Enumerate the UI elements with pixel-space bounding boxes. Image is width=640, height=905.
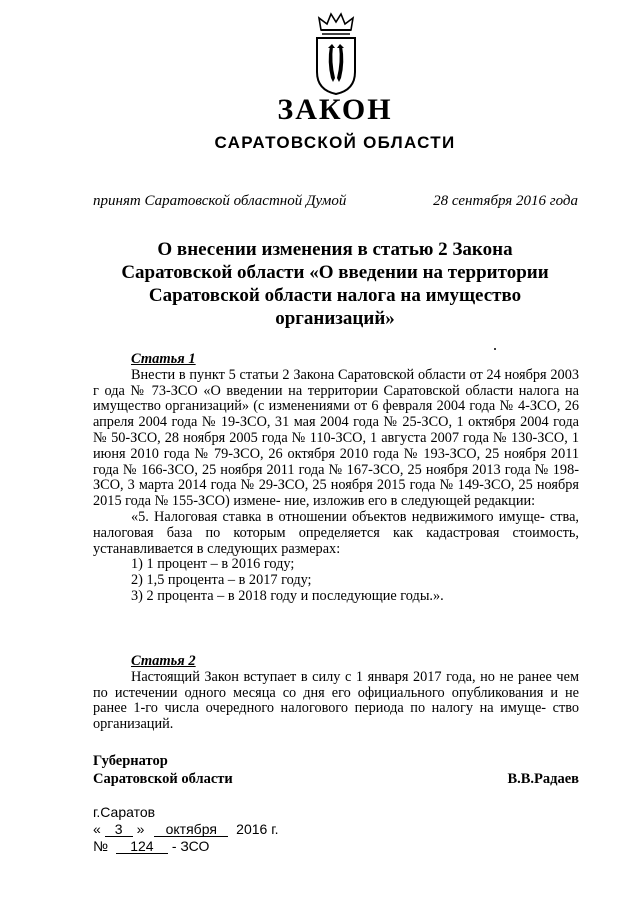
signing-city: г.Саратов: [93, 804, 156, 820]
article-1-heading: Статья 1: [131, 351, 196, 367]
region-heading: САРАТОВСКОЙ ОБЛАСТИ: [214, 133, 456, 152]
quote-close: »: [136, 821, 145, 837]
law-title: [100, 238, 570, 330]
article-1-quote: «5. Налоговая ставка в отношении объектов недвижимого имуще- ства, налоговая база по которым определяется как кадастровая стоимость, устанавливается в следующих размерах:: [93, 508, 579, 557]
law-heading: ЗАКОН: [277, 93, 393, 126]
registration-footer: [93, 804, 278, 855]
article-1: [93, 352, 579, 605]
scan-speck: [494, 348, 496, 350]
article-2-text: Настоящий Закон вступает в силу с 1 января 2017 года, но не ранее чем по истечении одного месяца со дня его официального опубликования и не ранее 1-го числа очередного налогового периода по налогу на имуще- ство организаций.: [93, 668, 579, 733]
number-prefix: №: [93, 838, 109, 854]
article-2-heading: Статья 2: [131, 653, 196, 669]
signatory-region: Саратовской области: [93, 771, 233, 787]
quote-open: «: [93, 821, 101, 837]
article-1-intro: Внести в пункт 5 статьи 2 Закона Саратовской области от 24 ноября 2003 г ода № 73-ЗСО «О введении на территории Саратовской области налога на имущество организаций» (с изменениями от 6 февраля 2004 года № 4-ЗСО, 26 апреля 2004 года № 19-ЗСО, 31 мая 2004 года № 25-ЗСО, 1 октября 2004 года № 50-ЗСО, 28 ноября 2005 года № 110-ЗСО, 1 августа 2007 года № 130-ЗСО, 1 июня 2010 года № 79-ЗСО, 26 октября 2010 года № 193-ЗСО, 25 ноября 2011 года № 166-ЗСО, 25 ноября 2011 года № 167-ЗСО, 25 ноября 2013 года № 198-ЗСО, 3 марта 2014 года № 29-ЗСО, 25 ноября 2015 года № 149-ЗСО, 25 ноября 2015 года № 155-ЗСО) измене- ние, изложив его в следующей редакции:: [93, 366, 579, 510]
signatory-name: В.В.Радаев: [507, 771, 579, 787]
saratov-coat-of-arms-icon: [311, 10, 361, 96]
signing-date: [93, 821, 278, 838]
law-title-line: О внесении изменения в статью 2 Закона: [157, 239, 513, 260]
signature-block: [93, 752, 579, 788]
law-number-value: 124: [116, 839, 168, 854]
number-suffix: - ЗСО: [171, 838, 210, 854]
law-title-line: Саратовской области «О введении на территории: [121, 262, 549, 283]
signing-day: 3: [105, 822, 133, 837]
law-title-line: организаций»: [275, 308, 395, 329]
rate-item: 2) 1,5 процента – в 2017 году;: [131, 572, 312, 589]
adoption-date: 28 сентября 2016 года: [433, 193, 578, 209]
rate-item: 1) 1 процент – в 2016 году;: [131, 556, 295, 573]
law-title-line: Саратовской области налога на имущество: [148, 285, 522, 306]
article-2: [93, 654, 579, 733]
signatory-position: Губернатор: [93, 753, 168, 769]
signing-month: октября: [154, 822, 228, 837]
rate-item: 3) 2 процента – в 2018 году и последующие годы.».: [131, 587, 444, 604]
adopted-by: принят Саратовской областной Думой: [93, 193, 347, 209]
law-number: [93, 838, 278, 855]
signing-year: 2016 г.: [236, 821, 279, 837]
